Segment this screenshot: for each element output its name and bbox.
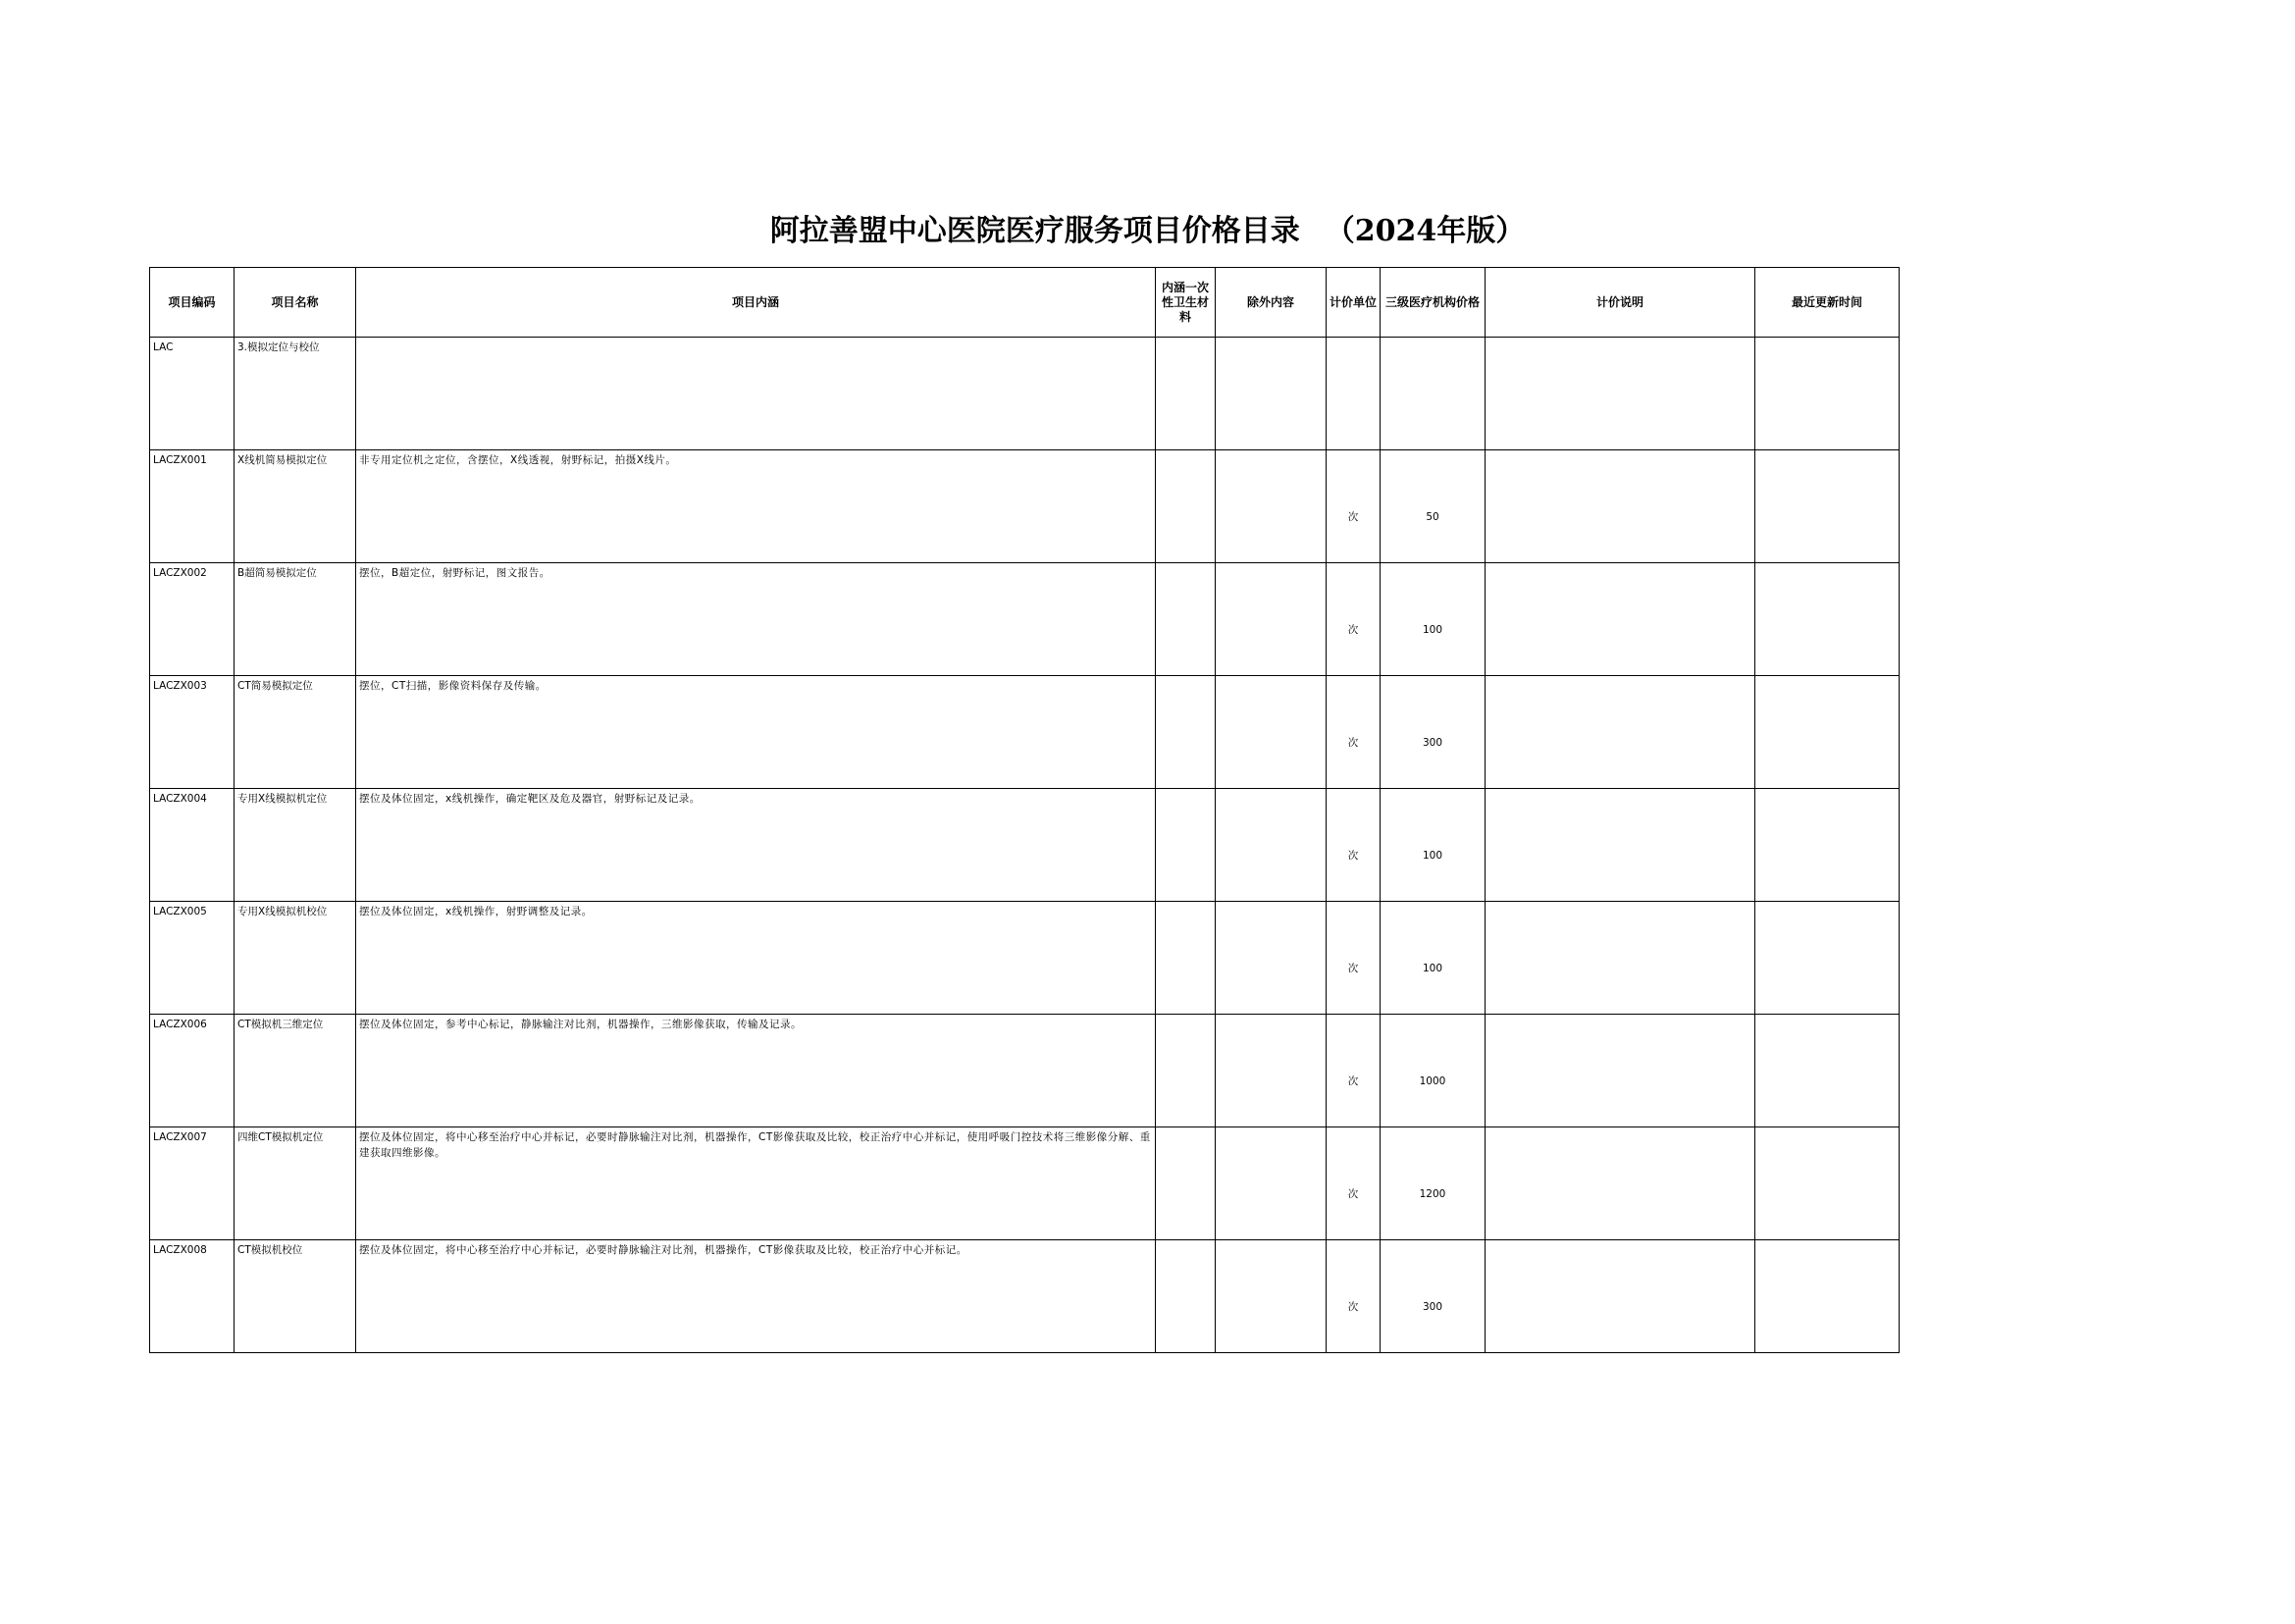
header-price: 三级医疗机构价格 bbox=[1381, 268, 1486, 338]
cell-updated bbox=[1755, 789, 1900, 902]
table-row bbox=[150, 338, 1900, 450]
cell-exclusions bbox=[1216, 676, 1327, 789]
cell-unit: 次 bbox=[1327, 450, 1381, 563]
cell-unit: 次 bbox=[1327, 1127, 1381, 1240]
cell-notes bbox=[1486, 338, 1755, 450]
cell-notes bbox=[1486, 563, 1755, 676]
cell-updated bbox=[1755, 1127, 1900, 1240]
header-row bbox=[150, 268, 1900, 338]
cell-updated bbox=[1755, 563, 1900, 676]
cell-exclusions bbox=[1216, 789, 1327, 902]
cell-price: 100 bbox=[1381, 563, 1486, 676]
cell-exclusions bbox=[1216, 1240, 1327, 1353]
table-row bbox=[150, 789, 1900, 902]
cell-content: 非专用定位机之定位，含摆位，X线透视，射野标记，拍摄X线片。 bbox=[356, 450, 1156, 563]
cell-name: CT模拟机校位 bbox=[235, 1240, 356, 1353]
cell-price: 50 bbox=[1381, 450, 1486, 563]
cell-notes bbox=[1486, 1127, 1755, 1240]
cell-content bbox=[356, 338, 1156, 450]
cell-content: 摆位及体位固定，将中心移至治疗中心并标记，必要时静脉输注对比剂，机器操作，CT影像获取及比较，校正治疗中心并标记，使用呼吸门控技术将三维影像分解、重建获取四维影像。 bbox=[356, 1127, 1156, 1240]
cell-code: LACZX007 bbox=[150, 1127, 235, 1240]
cell-notes bbox=[1486, 450, 1755, 563]
cell-name: CT简易模拟定位 bbox=[235, 676, 356, 789]
cell-unit: 次 bbox=[1327, 1240, 1381, 1353]
cell-notes bbox=[1486, 1240, 1755, 1353]
cell-updated bbox=[1755, 1015, 1900, 1127]
header-code: 项目编码 bbox=[150, 268, 235, 338]
cell-materials bbox=[1156, 1127, 1216, 1240]
header-exclusions: 除外内容 bbox=[1216, 268, 1327, 338]
cell-materials bbox=[1156, 450, 1216, 563]
cell-updated bbox=[1755, 902, 1900, 1015]
cell-price: 300 bbox=[1381, 676, 1486, 789]
cell-name: B超简易模拟定位 bbox=[235, 563, 356, 676]
cell-code: LAC bbox=[150, 338, 235, 450]
cell-code: LACZX004 bbox=[150, 789, 235, 902]
cell-content: 摆位及体位固定，x线机操作，射野调整及记录。 bbox=[356, 902, 1156, 1015]
header-materials: 内涵一次性卫生材料 bbox=[1156, 268, 1216, 338]
cell-materials bbox=[1156, 789, 1216, 902]
title-text: 阿拉善盟中心医院医疗服务项目价格目录 bbox=[769, 214, 1300, 248]
table-row bbox=[150, 902, 1900, 1015]
cell-updated bbox=[1755, 338, 1900, 450]
cell-content: 摆位及体位固定，将中心移至治疗中心并标记，必要时静脉输注对比剂，机器操作，CT影像获取及比较，校正治疗中心并标记。 bbox=[356, 1240, 1156, 1353]
cell-unit: 次 bbox=[1327, 902, 1381, 1015]
cell-notes bbox=[1486, 902, 1755, 1015]
cell-name: 四维CT模拟机定位 bbox=[235, 1127, 356, 1240]
cell-materials bbox=[1156, 1015, 1216, 1127]
cell-price: 1200 bbox=[1381, 1127, 1486, 1240]
cell-name: 专用X线模拟机定位 bbox=[235, 789, 356, 902]
cell-notes bbox=[1486, 789, 1755, 902]
cell-content: 摆位及体位固定，x线机操作，确定靶区及危及器官，射野标记及记录。 bbox=[356, 789, 1156, 902]
cell-updated bbox=[1755, 1240, 1900, 1353]
header-content: 项目内涵 bbox=[356, 268, 1156, 338]
table-row bbox=[150, 676, 1900, 789]
cell-content: 摆位，CT扫描，影像资料保存及传输。 bbox=[356, 676, 1156, 789]
cell-price: 300 bbox=[1381, 1240, 1486, 1353]
header-updated: 最近更新时间 bbox=[1755, 268, 1900, 338]
cell-exclusions bbox=[1216, 1127, 1327, 1240]
table-row bbox=[150, 1015, 1900, 1127]
price-table bbox=[149, 267, 1900, 1353]
cell-materials bbox=[1156, 338, 1216, 450]
cell-updated bbox=[1755, 676, 1900, 789]
cell-name: 专用X线模拟机校位 bbox=[235, 902, 356, 1015]
table-row bbox=[150, 563, 1900, 676]
cell-code: LACZX006 bbox=[150, 1015, 235, 1127]
cell-content: 摆位，B超定位，射野标记，图文报告。 bbox=[356, 563, 1156, 676]
header-notes: 计价说明 bbox=[1486, 268, 1755, 338]
cell-code: LACZX008 bbox=[150, 1240, 235, 1353]
cell-code: LACZX003 bbox=[150, 676, 235, 789]
cell-name: 3.模拟定位与校位 bbox=[235, 338, 356, 450]
table-row bbox=[150, 1127, 1900, 1240]
cell-price: 100 bbox=[1381, 789, 1486, 902]
cell-price: 1000 bbox=[1381, 1015, 1486, 1127]
cell-notes bbox=[1486, 1015, 1755, 1127]
cell-name: CT模拟机三维定位 bbox=[235, 1015, 356, 1127]
header-unit: 计价单位 bbox=[1327, 268, 1381, 338]
cell-updated bbox=[1755, 450, 1900, 563]
cell-exclusions bbox=[1216, 338, 1327, 450]
cell-materials bbox=[1156, 902, 1216, 1015]
table-row bbox=[150, 1240, 1900, 1353]
cell-notes bbox=[1486, 676, 1755, 789]
cell-code: LACZX001 bbox=[150, 450, 235, 563]
cell-unit: 次 bbox=[1327, 1015, 1381, 1127]
page-title bbox=[0, 210, 2295, 253]
cell-exclusions bbox=[1216, 1015, 1327, 1127]
cell-unit bbox=[1327, 338, 1381, 450]
cell-name: X线机简易模拟定位 bbox=[235, 450, 356, 563]
cell-materials bbox=[1156, 676, 1216, 789]
cell-code: LACZX002 bbox=[150, 563, 235, 676]
cell-exclusions bbox=[1216, 450, 1327, 563]
cell-unit: 次 bbox=[1327, 563, 1381, 676]
table-row bbox=[150, 450, 1900, 563]
cell-materials bbox=[1156, 1240, 1216, 1353]
cell-unit: 次 bbox=[1327, 789, 1381, 902]
cell-content: 摆位及体位固定，参考中心标记，静脉输注对比剂，机器操作，三维影像获取，传输及记录。 bbox=[356, 1015, 1156, 1127]
cell-exclusions bbox=[1216, 902, 1327, 1015]
header-name: 项目名称 bbox=[235, 268, 356, 338]
cell-exclusions bbox=[1216, 563, 1327, 676]
cell-materials bbox=[1156, 563, 1216, 676]
cell-price: 100 bbox=[1381, 902, 1486, 1015]
cell-unit: 次 bbox=[1327, 676, 1381, 789]
cell-price bbox=[1381, 338, 1486, 450]
title-edition: （2024年版） bbox=[1325, 214, 1526, 248]
cell-code: LACZX005 bbox=[150, 902, 235, 1015]
